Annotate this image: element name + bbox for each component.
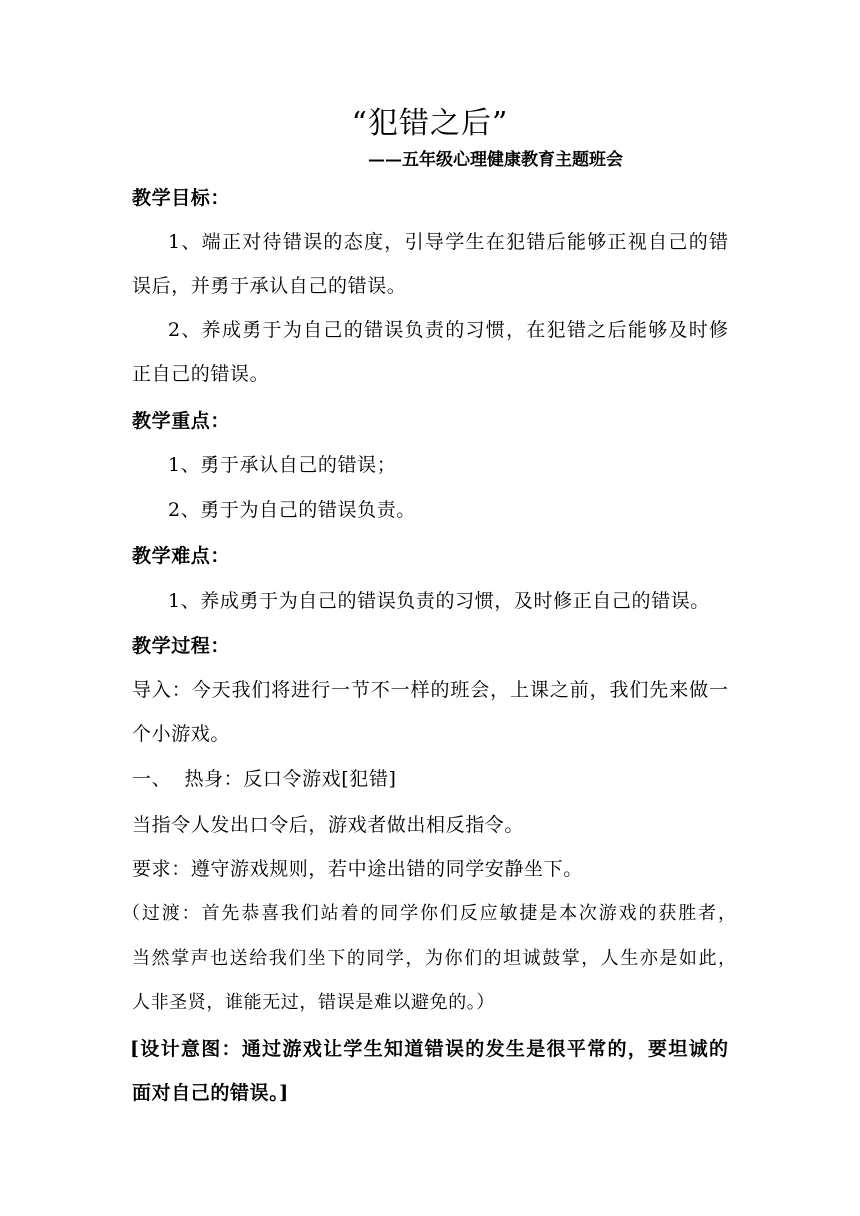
section-1-title: 一、 热身：反口令游戏[犯错]: [132, 768, 397, 790]
game-requirement: 要求：遵守游戏规则，若中途出错的同学安静坐下。: [132, 858, 583, 880]
intro-line-2: 个小游戏。: [132, 723, 231, 745]
game-instruction: 当指令人发出口令后，游戏者做出相反指令。: [132, 814, 525, 836]
transition-line-2: 当然掌声也送给我们坐下的同学，为你们的坦诚鼓掌，人生亦是如此，: [132, 948, 736, 969]
difficulties-heading: 教学难点：: [132, 545, 231, 567]
intro-line-1: 导入：今天我们将进行一节不一样的班会，上课之前，我们先来做一: [132, 679, 728, 701]
design-intent-line-1: [设计意图：通过游戏让学生知道错误的发生是很平常的，要坦诚的: [130, 1038, 728, 1060]
key-point-1: 1、勇于承认自己的错误；: [168, 454, 397, 476]
transition-line-3: 人非圣贤，谁能无过，错误是难以避免的。）: [132, 992, 495, 1013]
objective-1-line-2: 误后，并勇于承认自己的错误。: [132, 275, 407, 297]
document-subtitle: ——五年级心理健康教育主题班会: [368, 150, 623, 170]
objective-2-line-1: 2、养成勇于为自己的错误负责的习惯，在犯错之后能够及时修: [168, 319, 728, 341]
objective-1-line-1: 1、端正对待错误的态度，引导学生在犯错后能够正视自己的错: [168, 231, 728, 253]
document-title: “犯错之后”: [351, 106, 509, 141]
key-point-2: 2、勇于为自己的错误负责。: [168, 499, 416, 521]
design-intent-line-2: 面对自己的错误。]: [132, 1082, 289, 1104]
key-points-heading: 教学重点：: [132, 410, 231, 432]
transition-line-1: （过渡：首先恭喜我们站着的同学你们反应敏捷是本次游戏的获胜者，: [122, 903, 736, 924]
difficulty-1: 1、养成勇于为自己的错误负责的习惯，及时修正自己的错误。: [168, 590, 710, 612]
process-heading: 教学过程：: [132, 635, 231, 657]
objective-2-line-2: 正自己的错误。: [132, 363, 270, 385]
objectives-heading: 教学目标：: [132, 187, 231, 209]
